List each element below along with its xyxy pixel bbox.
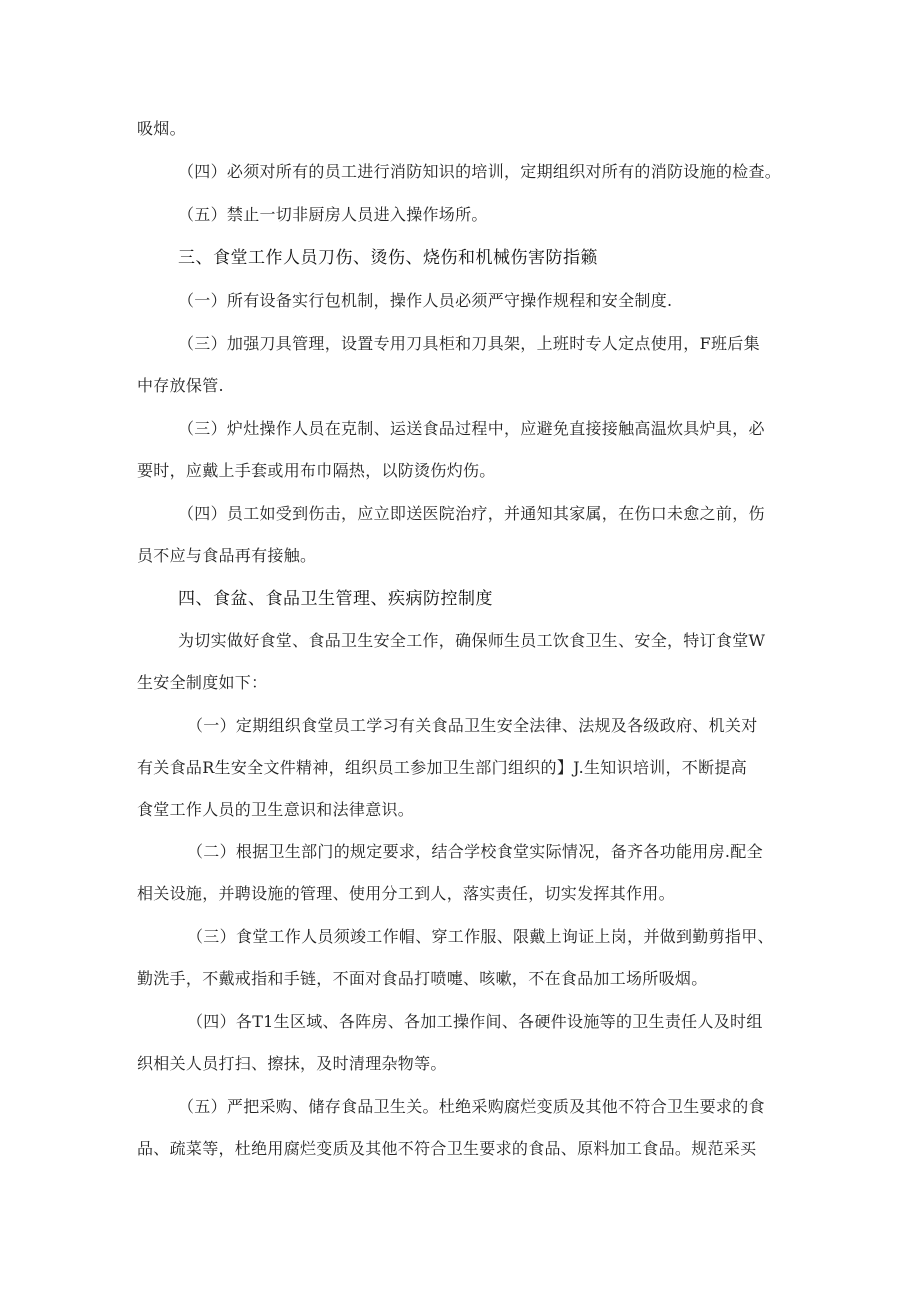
text-line: 勤洗手，不戴戒指和手链，不面对食品打喷嚏、咳嗽，不在食品加工场所吸烟。 bbox=[137, 969, 708, 988]
text-line: （五）禁止一切非厨房人员进入操作场所。 bbox=[178, 205, 488, 224]
text-line: 为切实做好食堂、食品卫生安全工作，确保师生员工饮食卫生、安全，特订食堂W bbox=[178, 631, 766, 650]
text-line: （四）各T1生区域、各阵房、各加工操作间、各硬件设施等的卫生责任人及时组 bbox=[187, 1012, 763, 1031]
text-line: 织相关人员打扫、擦抹，及时清理杂物等。 bbox=[137, 1054, 447, 1073]
text-line: 食堂工作人员的卫生意识和法律意识。 bbox=[137, 800, 415, 819]
text-line: 吸烟。 bbox=[137, 119, 186, 138]
text-line: 中存放保管. bbox=[137, 376, 224, 395]
text-line: 相关设施，并聘设施的管理、使用分工到人，落实责任，切实发挥其作用。 bbox=[137, 884, 675, 903]
text-line: 员不应与食品再有接触。 bbox=[137, 546, 317, 565]
text-line: 有关食品R生安全文件精神，组织员工参加卫生部门组织的】J.生知识培训，不断提高 bbox=[137, 758, 748, 777]
text-line: （五）严把采购、储存食品卫生关。杜绝采购腐烂变质及其他不符合卫生要求的食 bbox=[178, 1097, 765, 1116]
text-line: （三）炉灶操作人员在克制、运送食品过程中，应避免直接接触高温炊具炉具，必 bbox=[178, 419, 765, 438]
text-line: （一）定期组织食堂员工学习有关食品卫生安全法律、法规及各级政府、机关对 bbox=[187, 716, 758, 735]
section-heading: 四、食盆、食品卫生管理、疾病防控制度 bbox=[178, 589, 493, 609]
text-line: 要时，应戴上手套或用布巾隔热，以防烫伤灼伤。 bbox=[137, 461, 496, 480]
text-line: （三）加强刀具管理，设置专用刀具柜和刀具架，上班时专人定点使用，F班后集 bbox=[178, 334, 760, 353]
text-line: （四）员工如受到伤击，应立即送医院治疗，并通知其家属，在伤口未愈之前，伤 bbox=[178, 504, 765, 523]
text-line: （四）必须对所有的员工进行消防知识的培训，定期组织对所有的消防设施的检查。 bbox=[178, 162, 782, 181]
text-line: 品、疏菜等，杜绝用腐烂变质及其他不符合卫生要求的食品、原料加工食品。规范采买 bbox=[137, 1139, 757, 1158]
text-line: （二）根据卫生部门的规定要求，结合学校食堂实际情况，备齐各功能用房.配全 bbox=[187, 842, 763, 861]
text-line: （三）食堂工作人员须竣工作帽、穿工作服、限戴上询证上岗，并做到勤剪指甲、 bbox=[187, 927, 774, 946]
text-line: 生安全制度如下： bbox=[137, 673, 268, 692]
section-heading: 三、食堂工作人员刀伤、烫伤、烧伤和机械伤害防指籁 bbox=[178, 248, 598, 268]
text-line: （一）所有设备实行包机制，操作人员必须严守操作规程和安全制度. bbox=[178, 291, 673, 310]
